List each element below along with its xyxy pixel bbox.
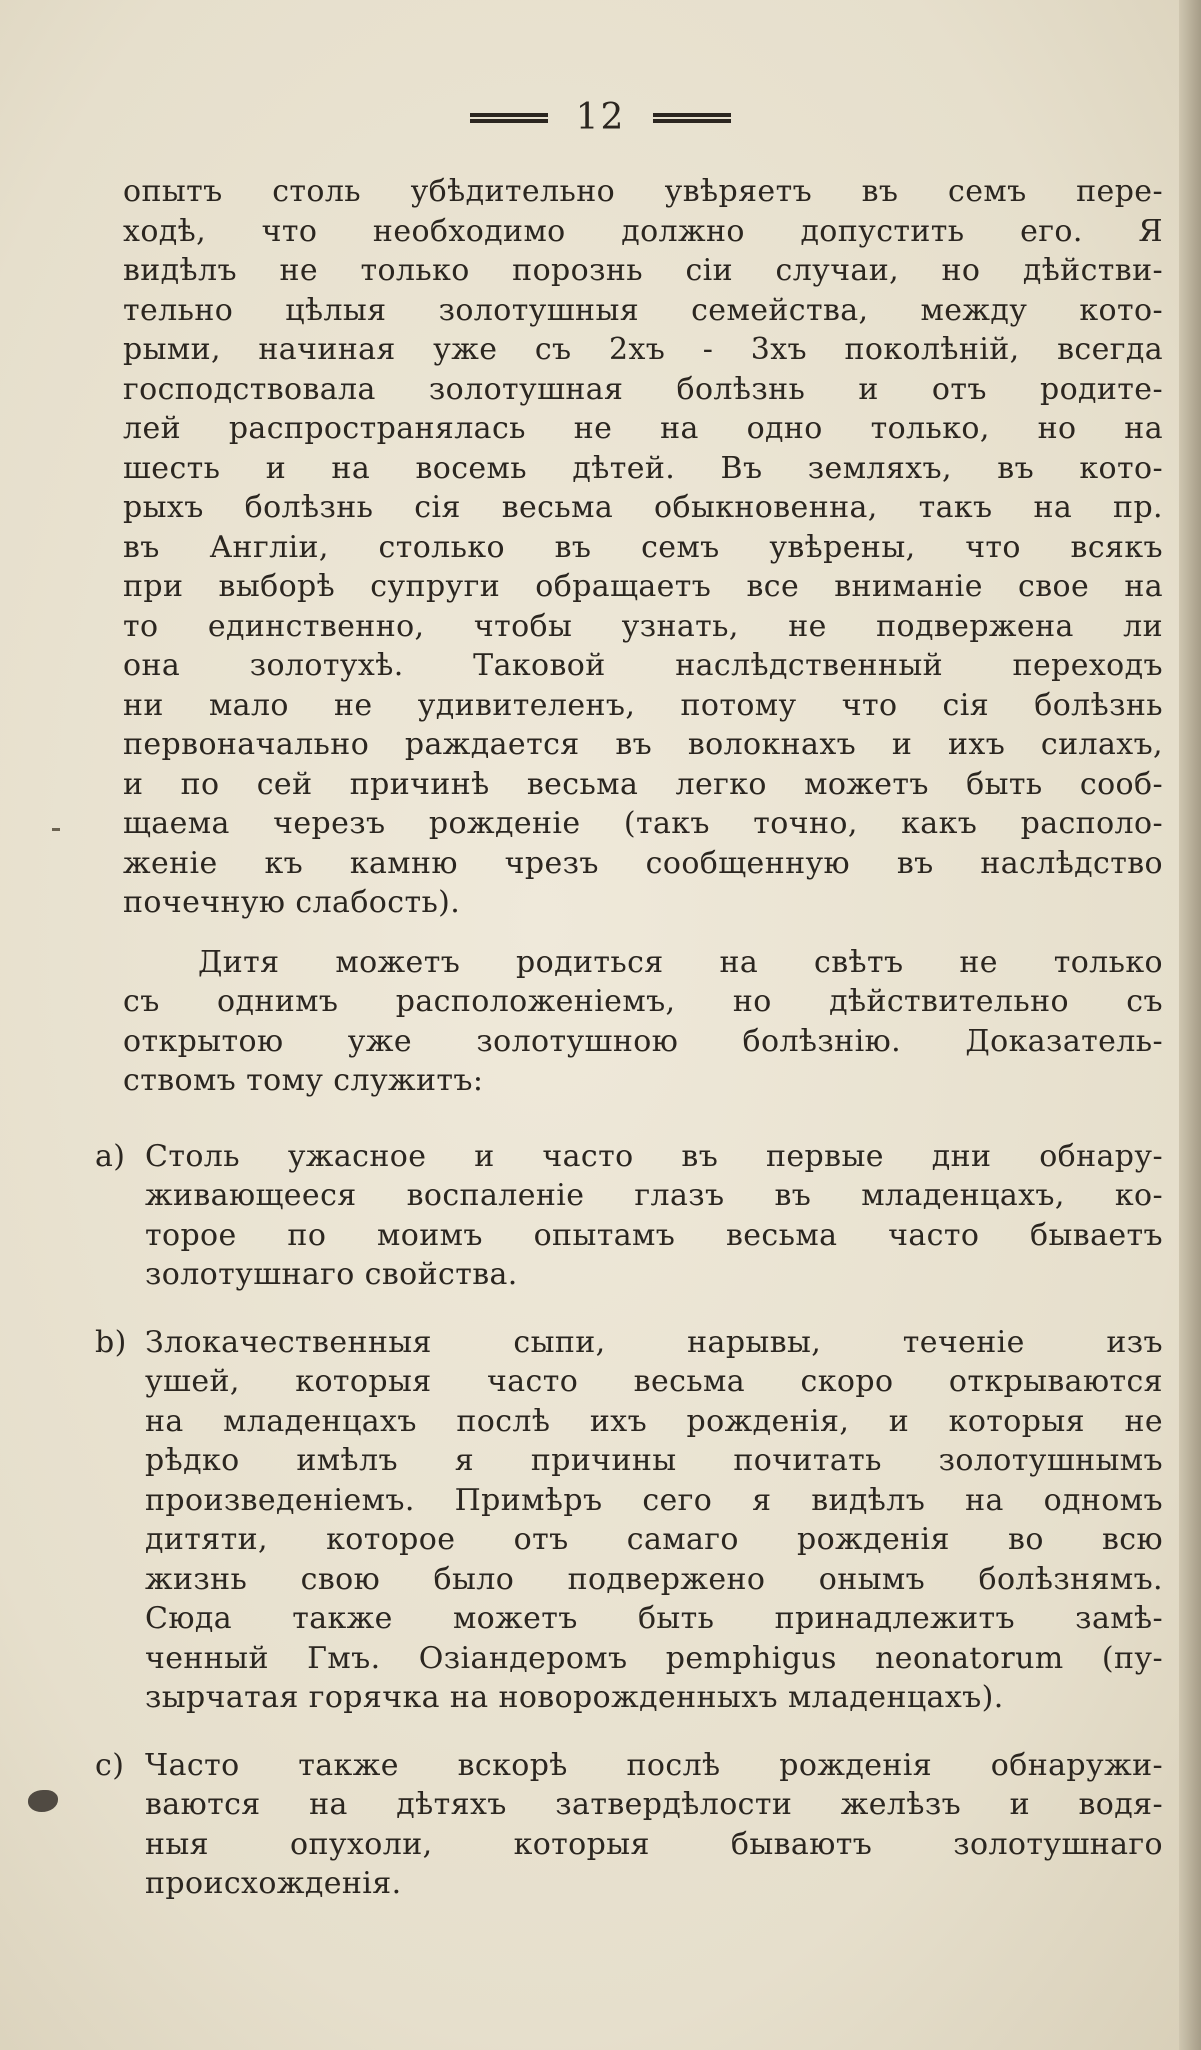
text-line: то единственно, чтобы узнать, не подвержена ли (123, 608, 1163, 644)
body-text (95, 172, 1163, 1904)
list-item-c (95, 1746, 1163, 1904)
list-item-b (95, 1323, 1163, 1718)
text-line: ствомъ тому служитъ: (123, 1063, 484, 1098)
list-marker: a) (95, 1138, 126, 1174)
text-line: почечную слабость). (123, 885, 461, 920)
list-marker: b) (95, 1324, 127, 1360)
header-rule-right (653, 113, 731, 123)
text-line: лей распространялась не на одно только, но на (123, 411, 1163, 446)
text-line: господствовала золотушная болѣзнь и отъ родите- (123, 371, 1163, 407)
page-number: 12 (575, 97, 626, 138)
text-line: Дитя можетъ родиться на свѣтъ не только (198, 944, 1163, 980)
ink-blot (28, 1790, 58, 1812)
text-line: ваются на дѣтяхъ затвердѣлости желѣзъ и водя- (145, 1787, 1163, 1822)
text-line: Злокачественныя сыпи, нарывы, теченіе изъ (145, 1324, 1163, 1360)
text-line: золотушнаго свойства. (145, 1257, 518, 1292)
text-line: женіе къ камню чрезъ сообщенную въ наслѣдство (123, 845, 1163, 881)
text-line: и по сей причинѣ весьма легко можетъ быть сооб- (123, 766, 1163, 802)
text-line: Часто также вскорѣ послѣ рожденія обнаружи- (145, 1747, 1163, 1783)
text-line: при выборѣ супруги обращаетъ все вниманіе свое на (123, 569, 1163, 604)
text-line: произведеніемъ. Примѣръ сего я видѣлъ на одномъ (145, 1482, 1163, 1518)
text-line: дитяти, которое отъ самаго рожденія во всю (145, 1522, 1163, 1557)
text-line: рыми, начиная уже съ 2хъ - 3хъ поколѣній, всегда (123, 332, 1163, 367)
text-line: шесть и на восемь дѣтей. Въ земляхъ, въ кото- (123, 450, 1163, 486)
paragraph-gap (123, 1101, 1163, 1137)
text-line: Столь ужасное и часто въ первые дни обнару- (145, 1138, 1163, 1174)
page-edge (1179, 0, 1201, 2050)
text-line: ныя опухоли, которыя бываютъ золотушнаго (145, 1826, 1163, 1862)
text-line: ни мало не удивителенъ, потому что сія болѣзнь (123, 687, 1163, 723)
text-line: происхожденія. (145, 1866, 402, 1901)
paragraph-1 (123, 172, 1163, 923)
header-rule-left (470, 113, 548, 123)
text-line: живающееся воспаленіе глазъ въ младенцахъ, ко- (145, 1178, 1163, 1213)
text-line: ченный Гмъ. Озіандеромъ pemphigus neonatorum (пу- (145, 1640, 1163, 1676)
text-line: она золотухѣ. Таковой наслѣдственный переходъ (123, 648, 1163, 683)
paragraph-gap (123, 923, 1163, 943)
margin-mark (52, 828, 60, 831)
page-header (0, 98, 1201, 138)
text-line: торое по моимъ опытамъ весьма часто бываетъ (145, 1217, 1163, 1253)
text-line: первоначально раждается въ волокнахъ и ихъ силахъ, (123, 727, 1163, 762)
text-line: открытою уже золотушною болѣзнію. Доказатель- (123, 1023, 1163, 1059)
text-line: въ Англіи, столько въ семъ увѣрены, что всякъ (123, 529, 1163, 565)
text-line: ушей, которыя часто весьма скоро открываются (145, 1364, 1163, 1399)
text-line: тельно цѣлыя золотушныя семейства, между кото- (123, 292, 1163, 328)
text-line: съ однимъ расположеніемъ, но дѣйствительно съ (123, 984, 1163, 1019)
list-gap (123, 1718, 1163, 1746)
text-line: ходѣ, что необходимо должно допустить его. Я (123, 213, 1163, 249)
list-gap (123, 1295, 1163, 1323)
text-line: на младенцахъ послѣ ихъ рожденія, и которыя не (145, 1403, 1163, 1439)
text-line: Сюда также можетъ быть принадлежитъ замѣ- (145, 1601, 1163, 1636)
text-line: зырчатая горячка на новорожденныхъ младенцахъ). (145, 1680, 1004, 1715)
paragraph-2 (123, 943, 1163, 1101)
text-line: жизнь свою было подвержено онымъ болѣзнямъ. (145, 1561, 1163, 1597)
text-line: рѣдко имѣлъ я причины почитать золотушнымъ (145, 1443, 1163, 1478)
list-item-a (95, 1137, 1163, 1295)
text-line: рыхъ болѣзнь сія весьма обыкновенна, такъ на пр. (123, 490, 1163, 525)
text-line: щаема черезъ рожденіе (такъ точно, какъ располо- (123, 806, 1163, 841)
list-marker: c) (95, 1747, 125, 1783)
text-line: видѣлъ не только порознь сіи случаи, но дѣйстви- (123, 253, 1163, 288)
text-line: опытъ столь убѣдительно увѣряетъ въ семъ пере- (123, 174, 1163, 209)
